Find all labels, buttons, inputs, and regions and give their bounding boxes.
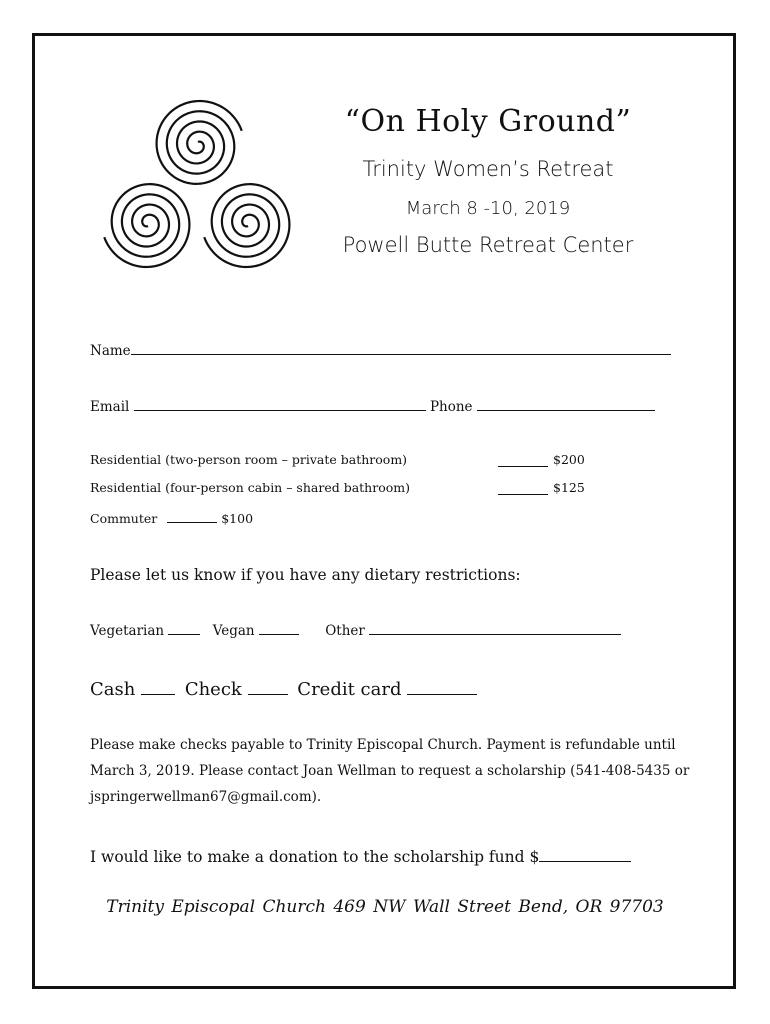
- dietary-options-row: [90, 620, 621, 639]
- credit-card-blank[interactable]: [407, 676, 477, 695]
- name-field[interactable]: [131, 340, 671, 355]
- option-commuter-price: $100: [221, 511, 254, 526]
- email-phone-row: [90, 396, 655, 415]
- name-label: Name: [90, 343, 131, 359]
- spiral-stroke: [157, 101, 242, 184]
- vegan-blank[interactable]: [259, 620, 299, 635]
- check-blank[interactable]: [248, 676, 288, 695]
- option-two-person-label: Residential (two-person room – private bathroom): [90, 452, 408, 467]
- vegan-label: Vegan: [212, 623, 255, 639]
- dietary-prompt: Please let us know if you have any dietary restrictions:: [90, 566, 521, 584]
- option-two-person-price: $200: [553, 452, 585, 467]
- event-location: Powell Butte Retreat Center: [342, 233, 634, 257]
- spiral-stroke: [204, 184, 289, 267]
- email-label: Email: [90, 399, 130, 415]
- option-commuter-label: Commuter: [90, 511, 158, 526]
- donation-row: [90, 845, 631, 866]
- payment-note: Please make checks payable to Trinity Episcopal Church. Payment is refundable until March 3, 2019. Please contact Joan Wellman to request a scholarship (541-408-5435 or jspringerwellman67@gmail.com).: [90, 737, 690, 805]
- option-commuter-row: [90, 508, 253, 526]
- triple-spiral-logo-icon: [100, 95, 295, 270]
- cash-label: Cash: [90, 679, 136, 700]
- spiral-stroke: [104, 184, 189, 267]
- option-four-person-blank[interactable]: [498, 480, 548, 495]
- donation-blank[interactable]: [539, 845, 631, 862]
- option-four-person-label: Residential (four-person cabin – shared bathroom): [90, 480, 410, 495]
- event-dates: March 8 -10, 2019: [405, 198, 571, 219]
- option-four-person-row: [90, 480, 410, 495]
- other-label: Other: [325, 623, 365, 639]
- option-four-person-price: $125: [553, 480, 585, 495]
- cash-blank[interactable]: [141, 676, 175, 695]
- option-two-person-blank[interactable]: [498, 452, 548, 467]
- phone-label: Phone: [429, 399, 473, 415]
- credit-card-label: Credit card: [297, 679, 402, 700]
- event-subtitle: Trinity Women’s Retreat: [362, 157, 614, 181]
- name-row: [90, 340, 671, 359]
- church-address: Trinity Episcopal Church 469 NW Wall Street Bend, OR 97703: [106, 897, 664, 917]
- other-blank[interactable]: [369, 620, 621, 635]
- vegetarian-label: Vegetarian: [90, 623, 165, 639]
- option-commuter-blank[interactable]: [167, 508, 217, 523]
- vegetarian-blank[interactable]: [168, 620, 200, 635]
- option-two-person-row: [90, 452, 407, 467]
- phone-field[interactable]: [477, 396, 655, 411]
- event-title: “On Holy Ground”: [344, 104, 632, 139]
- check-label: Check: [184, 679, 242, 700]
- payment-method-row: [90, 676, 477, 700]
- email-field[interactable]: [134, 396, 426, 411]
- donation-label: I would like to make a donation to the scholarship fund $: [90, 848, 540, 866]
